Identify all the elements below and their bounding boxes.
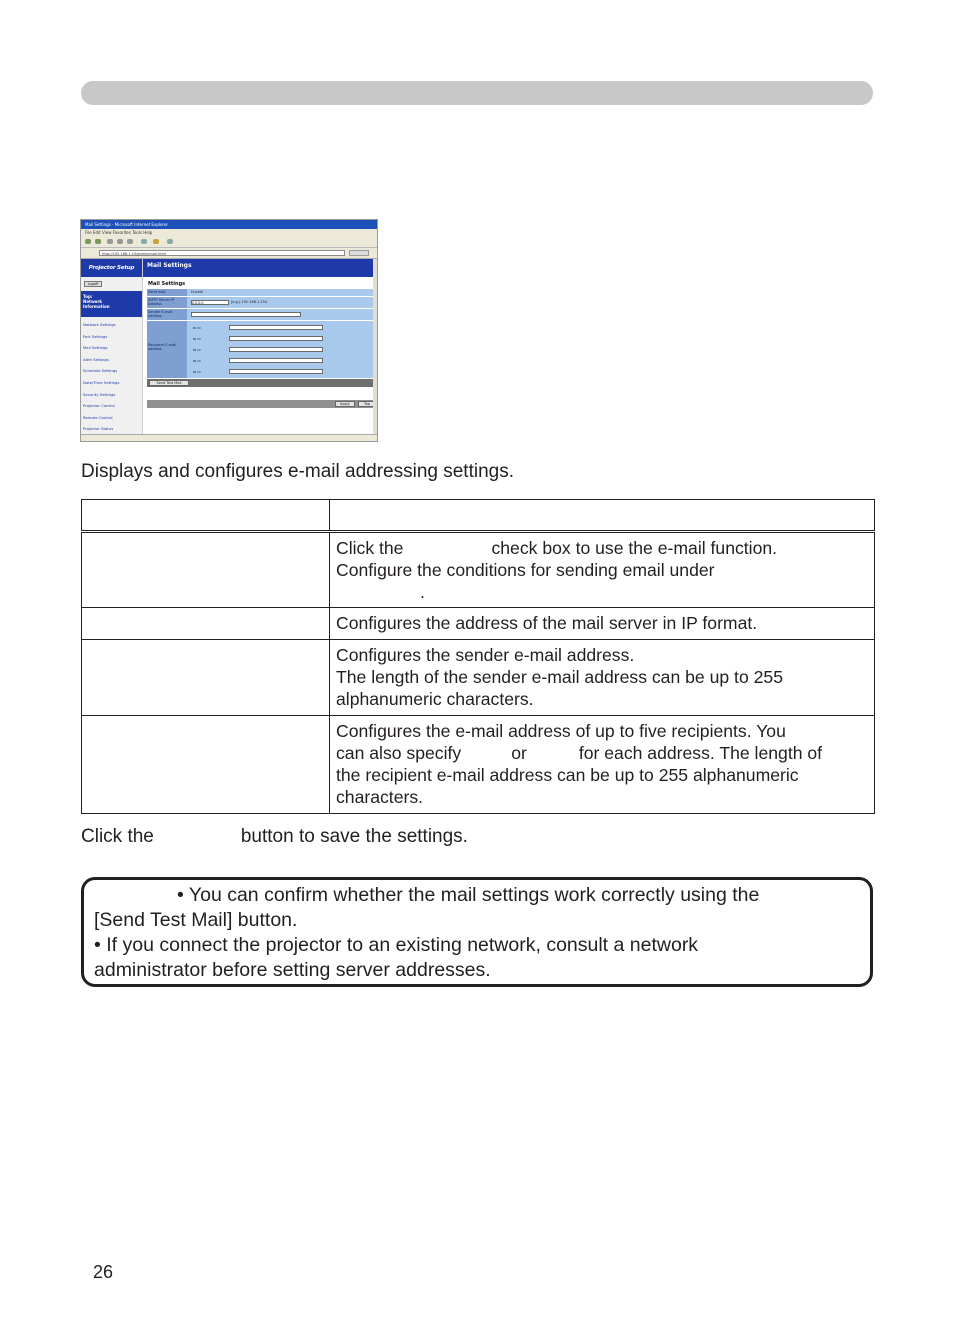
- status-bar: [81, 434, 377, 441]
- back-icon: [85, 239, 91, 244]
- main-header: Mail Settings: [143, 259, 373, 277]
- screenshot-main: [143, 259, 373, 435]
- screenshot-nav: [81, 259, 143, 435]
- refresh-icon: [117, 239, 123, 244]
- nav-item: Security Settings: [83, 391, 116, 397]
- apply-instruction: Click the button to save the settings.: [81, 826, 468, 847]
- nav-item: Port Settings: [83, 333, 108, 339]
- table-row: Click the check box to use the e-mail function. Configure the conditions for sending email under .: [82, 532, 875, 608]
- test-mail-bar: [147, 379, 373, 387]
- apply-bar: [147, 400, 373, 408]
- section-header-bar: [81, 81, 873, 105]
- browser-title: Mail Settings - Microsoft Internet Explorer: [81, 220, 377, 229]
- search-icon: [141, 239, 147, 244]
- page-number: 26: [93, 1262, 114, 1282]
- address-input: http://192.168.1.10/admin/mail.html: [99, 250, 345, 256]
- nav-item: Projector Status: [83, 426, 114, 432]
- forward-icon: [95, 239, 101, 244]
- table-header-row: [82, 500, 875, 532]
- enable-checkbox: Enable: [191, 290, 203, 294]
- logoff-button: Logoff: [84, 281, 102, 287]
- top-button: Top: [358, 401, 376, 407]
- browser-toolbar: [81, 236, 377, 248]
- go-button: [349, 250, 369, 256]
- nav-item: Remote Control: [83, 414, 113, 420]
- scrollbar: [373, 259, 377, 435]
- mail-settings-screenshot: [80, 219, 378, 442]
- home-icon: [127, 239, 133, 244]
- logo: Projector Setup: [81, 259, 142, 277]
- nav-item: Schedule Settings: [83, 368, 118, 374]
- nav-item: Alert Settings: [83, 356, 109, 362]
- table-row: Configures the e-mail address of up to five recipients. You can also specify or for each address. The length of the recipient e-mail address can be up to 255 alphanumeric characters.: [82, 716, 875, 814]
- table-row: Configures the address of the mail server in IP format.: [82, 608, 875, 640]
- send-test-mail-button: Send Test Mail: [149, 380, 189, 386]
- nav-item: Network Settings: [83, 322, 116, 327]
- section-title: Mail Settings: [148, 281, 186, 287]
- nav-item: Projector Control: [83, 403, 115, 409]
- note-box: • You can confirm whether the mail settings work correctly using the [Send Test Mail] button. • If you connect the projector to an existing network, consult a network administrator before setting server addresses.: [81, 877, 873, 987]
- nav-list: [83, 319, 119, 435]
- stop-icon: [107, 239, 113, 244]
- send-mail-row: Send mail Enable: [147, 289, 373, 297]
- browser-menu: File Edit View Favorites Tools Help: [81, 229, 377, 236]
- table-row: Configures the sender e-mail address. The length of the sender e-mail address can be up to 255 alphanumeric characters.: [82, 640, 875, 716]
- nav-item: Mail Settings: [83, 345, 108, 351]
- smtp-row: SMTP Server IP Address 0.0.0.0 [e.g.] 192.168.1.254: [147, 297, 373, 309]
- favorites-icon: [153, 239, 159, 244]
- intro-text: Displays and configures e-mail addressing settings.: [81, 461, 514, 482]
- nav-item: Date/Time Settings: [83, 379, 120, 385]
- sender-row: Sender E-mail address: [147, 309, 373, 321]
- media-icon: [167, 239, 173, 244]
- apply-button: Apply: [335, 401, 355, 407]
- recipient-row: Recipient E-mail address to cc to cc to cc to cc to cc: [147, 321, 373, 379]
- address-bar: [81, 248, 377, 259]
- settings-table: [81, 499, 875, 814]
- nav-top: Top: Network Information: [81, 291, 142, 317]
